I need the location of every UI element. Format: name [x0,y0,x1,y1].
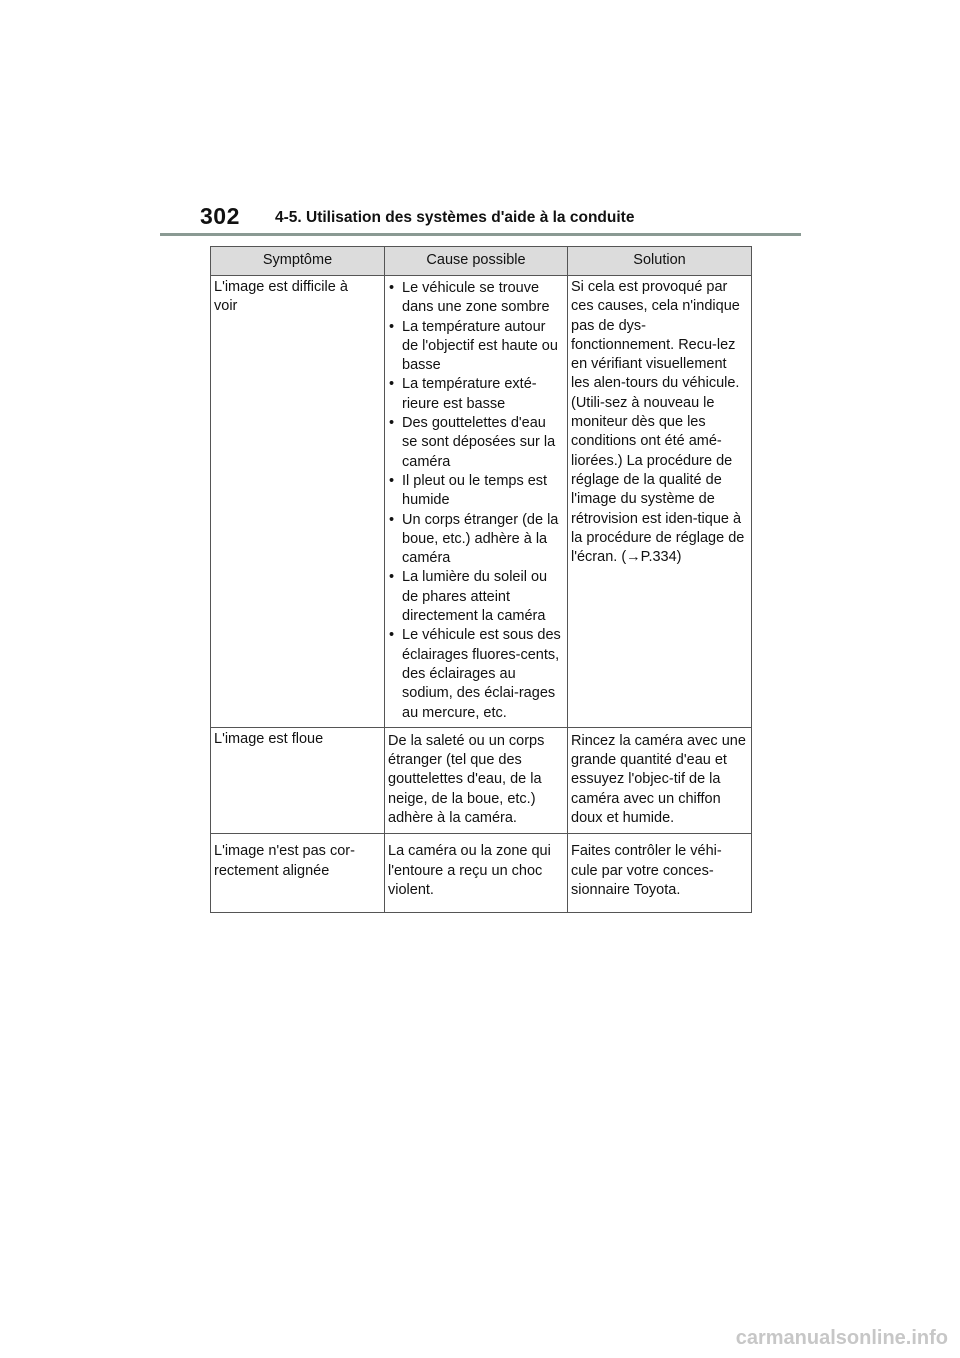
cause-list [388,279,564,723]
table-row [211,276,752,728]
cause-cell: De la saleté ou un corps étranger (tel que des gouttelettes d'eau, de la neige, de la boue, etc.) adhère à la caméra. [385,727,568,833]
column-header-symptom: Symptôme [211,247,385,276]
cause-list-item: • La température autour de l'objectif est haute ou basse [388,318,564,376]
table-row [211,727,752,833]
solution-cell: Rincez la caméra avec une grande quantité d'eau et essuyez l'objec-tif de la caméra avec un chiffon doux et humide. [568,727,752,833]
table-header-row [211,247,752,276]
symptom-cell [211,276,385,728]
cause-list-item: • Des gouttelettes d'eau se sont déposées sur la caméra [388,414,564,472]
column-header-cause: Cause possible [385,247,568,276]
troubleshooting-table [210,246,752,913]
solution-cell: Si cela est provoqué par ces causes, cela n'indique pas de dys-fonctionnement. Recu-lez en vérifiant visuellement les alen-tours du véhicule. (Utili-sez à nouveau le moniteur dès que les conditions ont été amé-liorées.) La procédure de réglage de la qualité de l'image du système de rétrovision est iden-tique à la procédure de réglage de l'écran. (→P.334) [568,276,752,728]
section-title: 4-5. Utilisation des systèmes d'aide à la conduite [275,209,635,226]
page-number: 302 [200,203,240,229]
cause-list-item: • Le véhicule se trouve dans une zone sombre [388,279,564,318]
symptom-cell: L'image n'est pas cor-rectement alignée [211,834,385,913]
header-rule [160,233,801,236]
cause-cell [385,276,568,728]
cause-list-item: • Un corps étranger (de la boue, etc.) adhère à la caméra [388,511,564,569]
symptom-text: L'image est difficile à voir [214,279,348,315]
table-row [211,834,752,913]
cause-list-item: • La lumière du soleil ou de phares atteint directement la caméra [388,568,564,626]
cause-cell: La caméra ou la zone qui l'entoure a reçu un choc violent. [385,834,568,913]
cause-list-item: • Le véhicule est sous des éclairages fluores-cents, des éclairages au sodium, des éclai-rages au mercure, etc. [388,626,564,722]
watermark: carmanualsonline.info [735,1327,948,1349]
column-header-solution: Solution [568,247,752,276]
cause-list-item: • Il pleut ou le temps est humide [388,472,564,511]
solution-cell: Faites contrôler le véhi-cule par votre conces-sionnaire Toyota. [568,834,752,913]
cause-list-item: • La température exté-rieure est basse [388,375,564,414]
symptom-cell: L'image est floue [211,727,385,833]
